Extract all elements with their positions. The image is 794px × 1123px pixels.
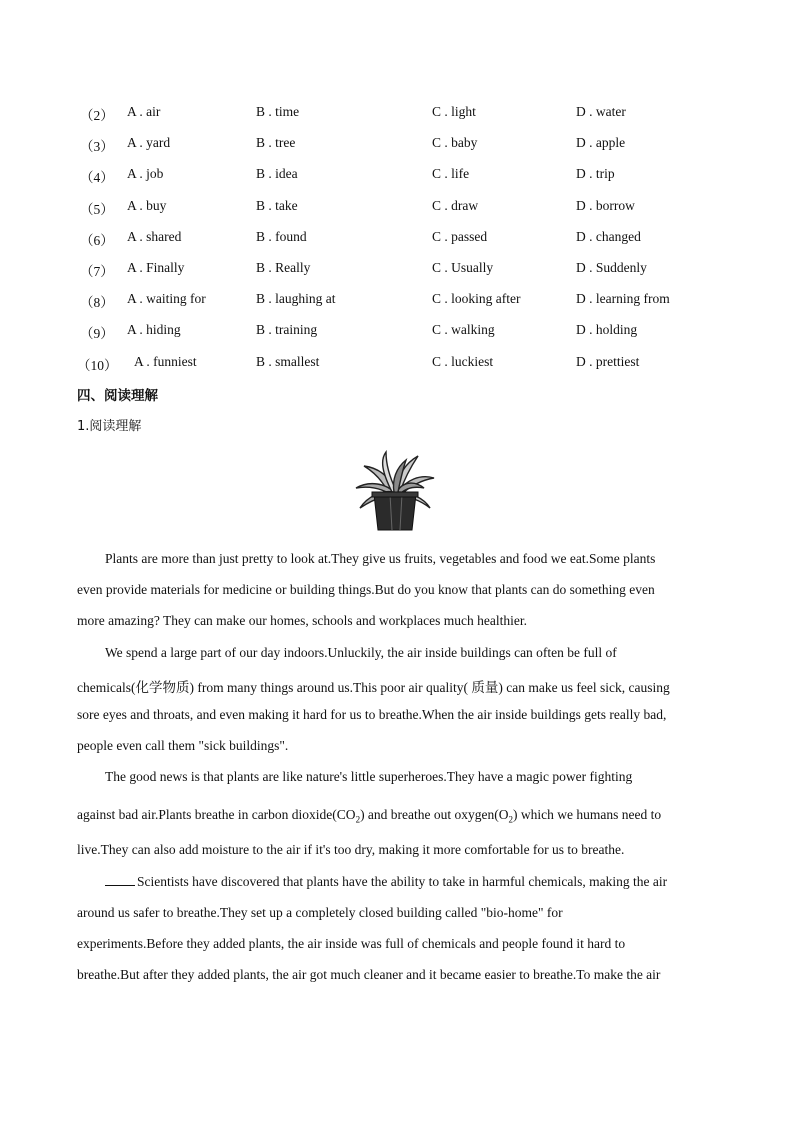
passage-line: breathe.But after they added plants, the air got much cleaner and it became easier to breathe.To make the air — [77, 967, 661, 982]
answer-blank[interactable] — [105, 873, 135, 886]
option-row — [0, 229, 794, 249]
option-d: D . water — [576, 104, 626, 119]
option-d: D . Suddenly — [576, 260, 647, 275]
option-d: D . learning from — [576, 291, 670, 306]
option-row — [0, 291, 794, 311]
option-c: C . draw — [432, 198, 479, 213]
question-number: （6） — [80, 233, 114, 248]
question-number: （5） — [80, 202, 114, 217]
subscript: 2 — [355, 814, 361, 825]
option-b: B . tree — [256, 135, 296, 150]
passage-line: chemicals(化学物质) from many things around us.This poor air quality( 质量) can make us feel sick, causing — [77, 680, 670, 695]
question-number: （4） — [80, 170, 114, 185]
option-b: B . training — [256, 322, 318, 337]
potted-plant-icon — [352, 450, 438, 534]
question-label: 1.阅读理解 — [77, 419, 142, 434]
subscript: 2 — [508, 814, 514, 825]
option-a: A . job — [127, 166, 164, 181]
option-row — [0, 166, 794, 186]
section-heading: 四、阅读理解 — [77, 388, 158, 404]
option-row — [0, 322, 794, 342]
question-number: （7） — [80, 264, 114, 279]
option-b: B . smallest — [256, 354, 320, 369]
option-a: A . air — [127, 104, 161, 119]
option-a: A . waiting for — [127, 291, 206, 306]
option-a: A . hiding — [127, 322, 181, 337]
passage-line: people even call them "sick buildings". — [77, 738, 289, 753]
question-number: （3） — [80, 139, 114, 154]
question-number: （10） — [77, 358, 118, 373]
option-b: B . found — [256, 229, 307, 244]
option-row — [0, 354, 794, 374]
option-d: D . apple — [576, 135, 626, 150]
passage-text: against bad air.Plants breathe in carbon dioxide(CO — [77, 807, 356, 822]
option-b: B . laughing at — [256, 291, 336, 306]
passage-line: sore eyes and throats, and even making it hard for us to breathe.When the air inside buildings gets really bad, — [77, 707, 667, 722]
option-c: C . looking after — [432, 291, 521, 306]
passage-line: live.They can also add moisture to the air if it's too dry, making it more comfortable for us to breathe. — [77, 842, 625, 857]
option-a: A . shared — [127, 229, 182, 244]
option-a: A . buy — [127, 198, 167, 213]
question-number: （2） — [80, 108, 114, 123]
option-row — [0, 104, 794, 124]
option-b: B . take — [256, 198, 298, 213]
option-row — [0, 198, 794, 218]
option-d: D . holding — [576, 322, 638, 337]
option-c: C . passed — [432, 229, 488, 244]
passage-text: ) and breathe out oxygen(O — [360, 807, 509, 822]
passage-line: even provide materials for medicine or building things.But do you know that plants can do something even — [77, 582, 655, 597]
passage-text: ) which we humans need to — [513, 807, 662, 822]
option-a: A . Finally — [127, 260, 185, 275]
option-a: A . yard — [127, 135, 171, 150]
option-c: C . walking — [432, 322, 495, 337]
option-c: C . light — [432, 104, 476, 119]
passage-line: The good news is that plants are like nature's little superheroes.They have a magic power fighting — [105, 769, 633, 784]
option-a: A . funniest — [134, 354, 197, 369]
passage-line: around us safer to breathe.They set up a completely closed building called "bio-home" for — [77, 905, 563, 920]
option-b: B . idea — [256, 166, 298, 181]
passage-line: experiments.Before they added plants, the air inside was full of chemicals and people found it hard to — [77, 936, 626, 951]
option-d: D . changed — [576, 229, 641, 244]
passage-text: Scientists have discovered that plants have the ability to take in harmful chemicals, making the air — [137, 874, 668, 889]
option-c: C . Usually — [432, 260, 494, 275]
question-number: （9） — [80, 326, 114, 341]
passage-line — [105, 873, 667, 890]
passage-line: Plants are more than just pretty to look at.They give us fruits, vegetables and food we eat.Some plants — [105, 551, 656, 566]
option-d: D . trip — [576, 166, 615, 181]
option-c: C . life — [432, 166, 470, 181]
passage-line: We spend a large part of our day indoors.Unluckily, the air inside buildings can often be full of — [105, 645, 617, 660]
option-b: B . time — [256, 104, 300, 119]
option-b: B . Really — [256, 260, 311, 275]
option-c: C . luckiest — [432, 354, 494, 369]
option-d: D . prettiest — [576, 354, 640, 369]
option-c: C . baby — [432, 135, 478, 150]
passage-line: more amazing? They can make our homes, schools and workplaces much healthier. — [77, 613, 527, 628]
question-number: （8） — [80, 295, 114, 310]
option-row — [0, 135, 794, 155]
option-row — [0, 260, 794, 280]
option-d: D . borrow — [576, 198, 635, 213]
passage-line — [77, 807, 661, 825]
